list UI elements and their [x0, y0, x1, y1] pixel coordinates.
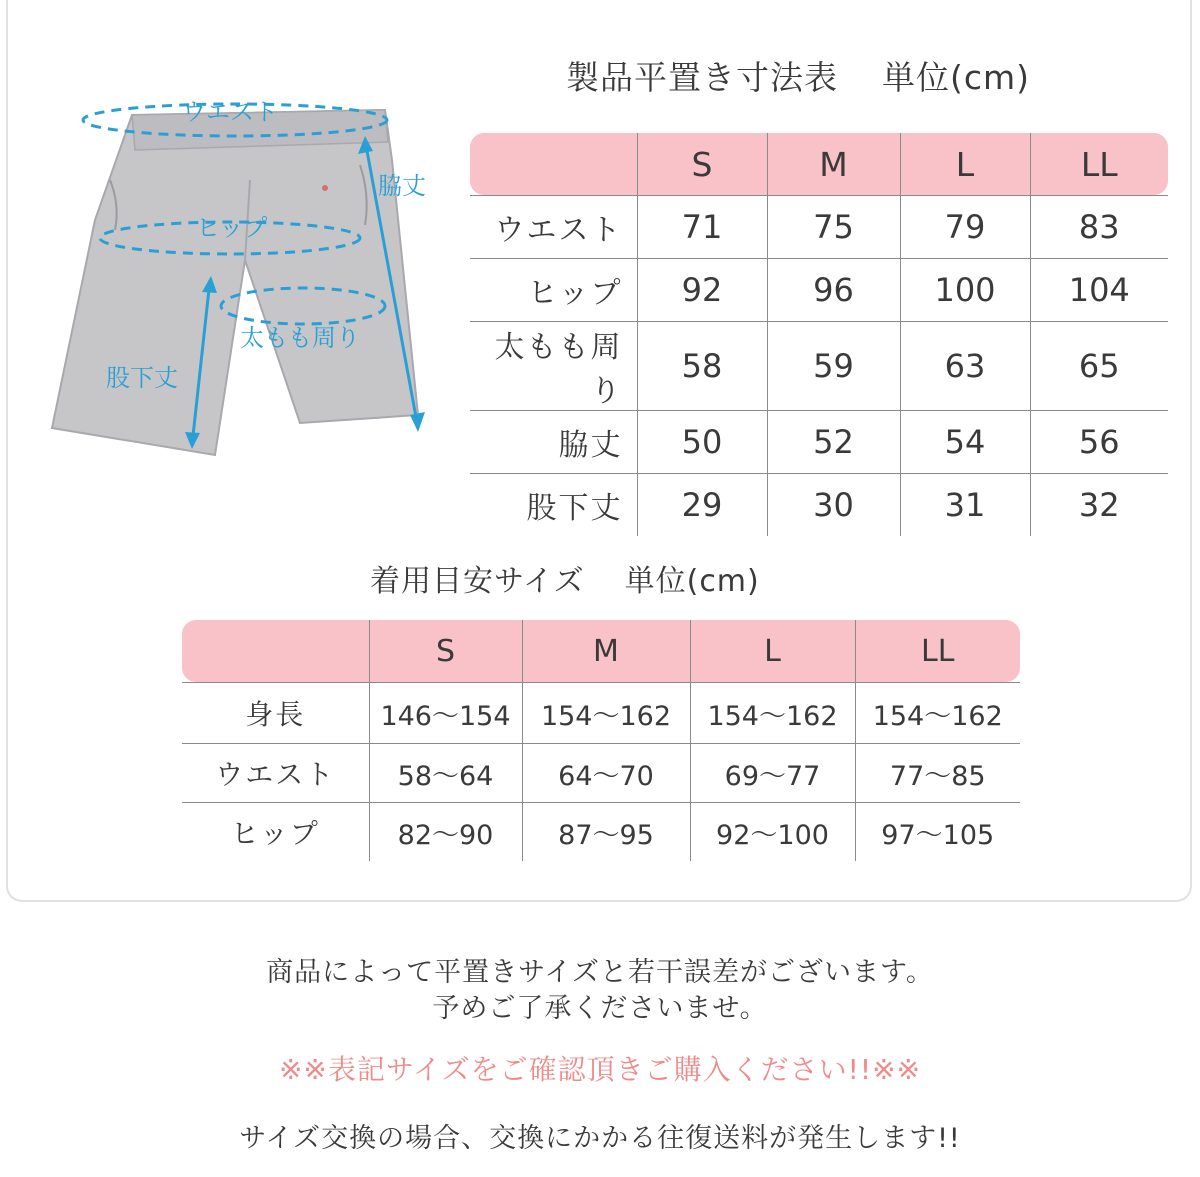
table-cell: 154〜162	[690, 683, 855, 744]
table-cell: 56	[1030, 411, 1168, 474]
table-cell: 50	[637, 411, 767, 474]
table-row	[470, 259, 1168, 322]
note-warning: ※※表記サイズをご確認頂きご購入ください!!※※	[278, 1053, 922, 1086]
diagram-label-waist: ウエスト	[182, 98, 278, 126]
fit-size-table	[182, 620, 1020, 861]
table-cell: 146〜154	[369, 683, 522, 744]
table-cell: 63	[900, 322, 1030, 411]
table-cell: 100	[900, 259, 1030, 322]
table-cell: 58	[637, 322, 767, 411]
note-variance: 商品によって平置きサイズと若干誤差がございます。	[266, 957, 934, 988]
table-cell: 92	[637, 259, 767, 322]
table-cell: 104	[1030, 259, 1168, 322]
fit-table-unit: 単位(cm)	[624, 564, 760, 599]
table-cell: 97〜105	[855, 803, 1020, 862]
row-label: 股下丈	[470, 474, 637, 537]
table-row	[182, 744, 1020, 803]
size-header: L	[690, 620, 855, 683]
diagram-label-hip: ヒップ	[196, 214, 268, 242]
row-label: 脇丈	[470, 411, 637, 474]
header-blank-cell	[182, 620, 369, 683]
table-cell: 96	[767, 259, 900, 322]
table-cell: 92〜100	[690, 803, 855, 862]
size-header: S	[637, 133, 767, 196]
table-cell: 69〜77	[690, 744, 855, 803]
row-label: ヒップ	[470, 259, 637, 322]
size-header: M	[767, 133, 900, 196]
table-cell: 31	[900, 474, 1030, 537]
table-cell: 59	[767, 322, 900, 411]
fit-table-header-row	[182, 620, 1020, 683]
row-label: ヒップ	[182, 803, 369, 862]
size-header: M	[522, 620, 690, 683]
note-apology: 予めご了承くださいませ。	[432, 993, 768, 1024]
table-cell: 54	[900, 411, 1030, 474]
table-cell: 83	[1030, 196, 1168, 259]
table-cell: 52	[767, 411, 900, 474]
size-header: S	[369, 620, 522, 683]
table-cell: 64〜70	[522, 744, 690, 803]
size-header: L	[900, 133, 1030, 196]
header-blank-cell	[470, 133, 637, 196]
table-cell: 30	[767, 474, 900, 537]
row-label: ウエスト	[182, 744, 369, 803]
shorts-shape	[52, 110, 418, 455]
table-cell: 75	[767, 196, 900, 259]
table-cell: 65	[1030, 322, 1168, 411]
table-row	[470, 474, 1168, 537]
table-cell: 79	[900, 196, 1030, 259]
row-label: ウエスト	[470, 196, 637, 259]
diagram-label-inseam: 股下丈	[106, 364, 178, 392]
fit-table-title	[370, 556, 760, 600]
table-cell: 154〜162	[522, 683, 690, 744]
size-header: LL	[1030, 133, 1168, 196]
table-row	[470, 322, 1168, 411]
product-table-unit: 単位(cm)	[882, 58, 1031, 97]
product-size-table	[470, 133, 1168, 536]
product-table-title	[566, 52, 1030, 99]
table-row	[182, 803, 1020, 862]
size-header: LL	[855, 620, 1020, 683]
table-cell: 154〜162	[855, 683, 1020, 744]
table-row	[470, 411, 1168, 474]
fit-table-title-text: 着用目安サイズ	[370, 564, 585, 599]
table-cell: 29	[637, 474, 767, 537]
table-cell: 58〜64	[369, 744, 522, 803]
table-cell: 71	[637, 196, 767, 259]
diagram-label-side-length: 脇丈	[378, 172, 426, 200]
table-row	[182, 683, 1020, 744]
table-row	[470, 196, 1168, 259]
product-table-title-text: 製品平置き寸法表	[566, 58, 838, 97]
table-cell: 87〜95	[522, 803, 690, 862]
row-label: 身長	[182, 683, 369, 744]
table-cell: 77〜85	[855, 744, 1020, 803]
product-table-header-row	[470, 133, 1168, 196]
row-label: 太もも周り	[470, 322, 637, 411]
note-exchange: サイズ交換の場合、交換にかかる往復送料が発生します!!	[239, 1123, 961, 1154]
table-cell: 82〜90	[369, 803, 522, 862]
table-cell: 32	[1030, 474, 1168, 537]
shorts-diagram	[40, 80, 460, 480]
diagram-label-thigh: 太もも周り	[240, 324, 360, 352]
